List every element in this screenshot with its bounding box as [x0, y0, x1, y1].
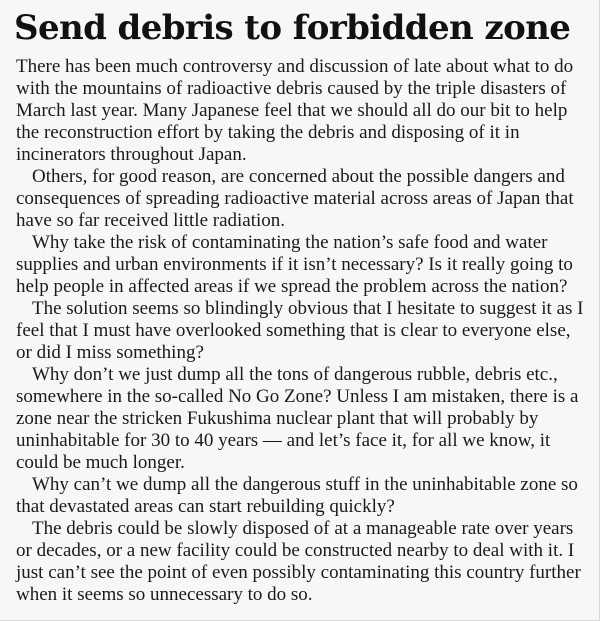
article-paragraph: The solution seems so blindingly obvious that I hesitate to suggest it as I feel that I must have overlooked something that is clear to everyone else, or did I miss something? — [16, 298, 584, 363]
article-paragraph: Others, for good reason, are concerned about the possible dangers and consequences of spreading radioactive material across areas of Japan that have so far received little radiation. — [16, 166, 574, 231]
article-paragraph: The debris could be slowly disposed of at a manageable rate over years or decades, or a new facility could be constructed nearby to deal with it. I just can’t see the point of even possibly contaminating this country further when it seems so unnecessary to do so. — [16, 518, 581, 605]
article-paragraph: Why take the risk of contaminating the nation’s safe food and water supplies and urban environments if it isn’t necessary? Is it really going to help people in affected areas if we spread the problem across the nation? — [16, 232, 573, 297]
headline: Send debris to forbidden zone — [14, 8, 571, 48]
article-paragraph: Why can’t we dump all the dangerous stuff in the uninhabitable zone so that devastated areas can start rebuilding quickly? — [16, 474, 578, 517]
article-paragraph: Why don’t we just dump all the tons of dangerous rubble, debris etc., somewhere in the so-called No Go Zone? Unless I am mistaken, there is a zone near the stricken Fukushima nuclear plant that will probably by uninhabitable for 30 to 40 years — and let’s face it, for all we know, it could be much longer. — [16, 364, 579, 473]
article-body — [16, 56, 588, 606]
article-paragraph: There has been much controversy and discussion of late about what to do with the mountains of radioactive debris caused by the triple disasters of March last year. Many Japanese feel that we should all do our bit to help the reconstruction effort by taking the debris and disposing of it in incinerators throughout Japan. — [16, 56, 574, 165]
